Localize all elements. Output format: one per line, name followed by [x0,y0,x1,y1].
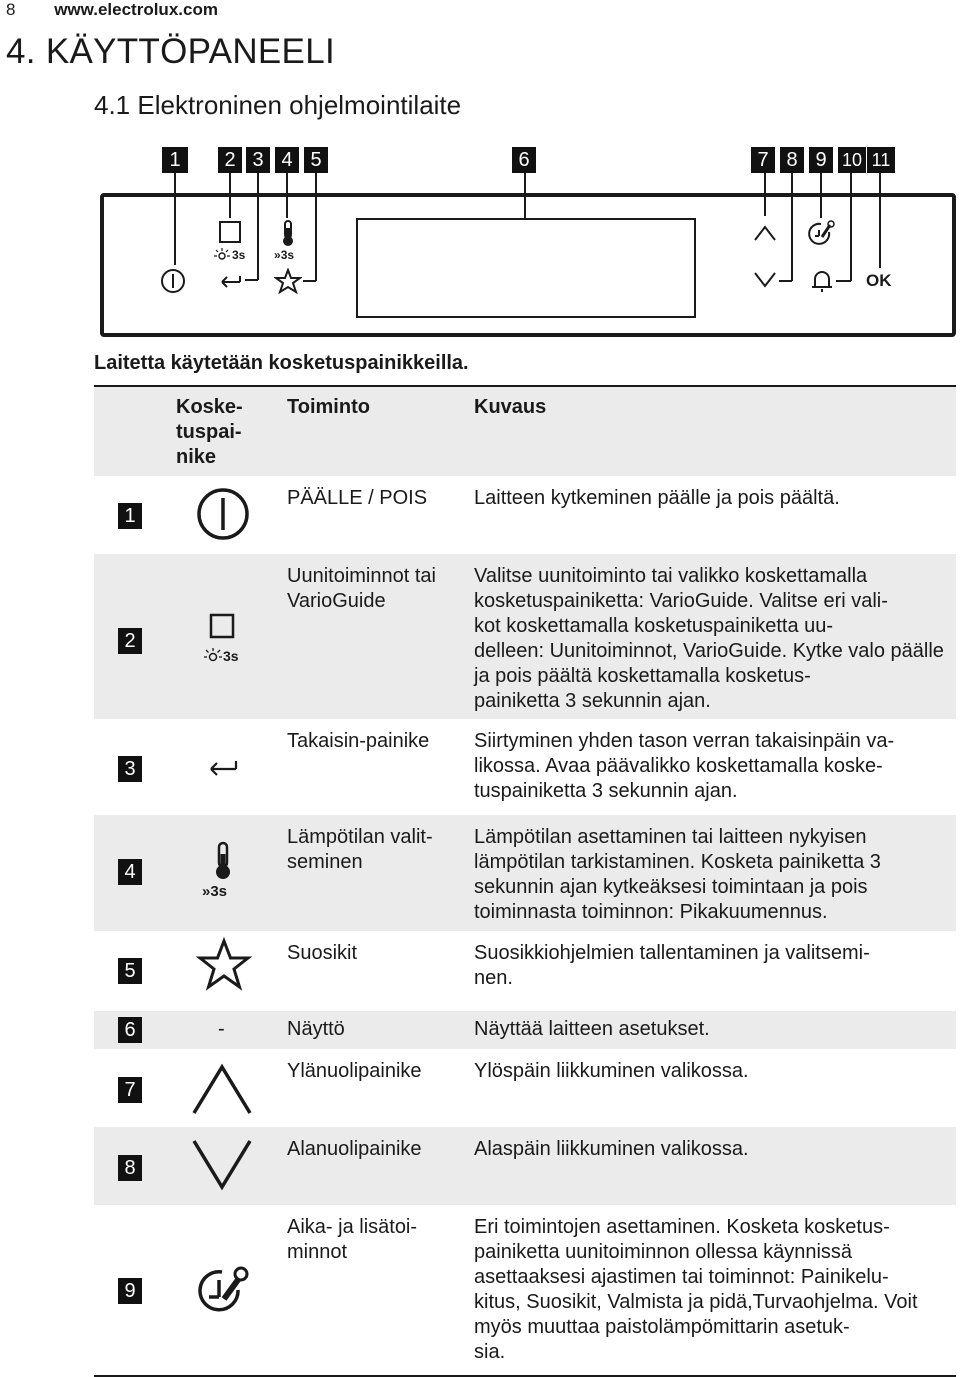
table-header [94,385,956,478]
row-function: Alanuolipainike [287,1138,422,1160]
down-arrow-icon [190,1137,256,1193]
panel-3s-label-1: 3s [232,248,246,262]
panel-timer-icon[interactable] [806,219,836,247]
callout-2: 2 [218,147,242,173]
star-icon [194,937,254,995]
table-row [94,1011,956,1049]
row-number: 1 [118,503,142,529]
site-url: www.electrolux.com [54,0,218,19]
table-row [94,1049,956,1127]
panel-light-icon [214,248,234,264]
header-button: Koske- tuspai- nike [176,396,243,468]
row-description: Lämpötilan asettaminen tai laitteen nykyisen lämpötilan tarkistaminen. Kosketa painiketta 3 sekunnin ajan kytkeäksesi toimintaan ja pois toiminnasta toiminnon: Pikakuumennus. [474,826,881,923]
thermometer-icon [211,841,235,881]
table-row [94,552,956,721]
row-number: 9 [118,1278,142,1304]
dash-text: - [218,1018,225,1040]
panel-down-icon[interactable] [752,270,778,290]
row-number: 3 [118,756,142,782]
row-number: 4 [118,859,142,885]
row-number: 8 [118,1155,142,1181]
row-description: Alaspäin liikkuminen valikossa. [474,1138,749,1160]
row-function: PÄÄLLE / POIS [287,487,428,509]
row-function: Uunitoiminnot tai VarioGuide [287,565,436,612]
panel-ok-button[interactable]: OK [866,271,892,290]
square-icon [208,612,238,642]
power-icon [194,484,252,542]
callout-1: 1 [162,147,188,173]
icon-3s-label: 3s [223,648,239,664]
row-function: Aika- ja lisätoi- minnot [287,1216,418,1263]
callout-4: 4 [275,147,299,173]
row-function: Lämpötilan valit- seminen [287,826,433,873]
row-description: Laitteen kytkeminen päälle ja pois päältä. [474,487,840,509]
row-number: 6 [118,1017,142,1043]
table-row [94,719,956,815]
panel-bell-icon[interactable] [810,268,834,294]
callout-3: 3 [246,147,270,173]
row-function: Suosikit [287,942,358,964]
table-row [94,476,956,552]
back-arrow-icon [206,755,240,779]
subsection-title: 4.1 Elektroninen ohjelmointilaite [94,90,462,120]
table-row [94,1205,956,1377]
table-row [94,815,956,931]
panel-square-icon[interactable] [218,220,244,246]
row-function: Näyttö [287,1018,345,1040]
row-description: Siirtyminen yhden tason verran takaisinpäin va- likossa. Avaa päävalikko koskettamalla koske- tuspainiketta 3 sekunnin ajan. [474,730,895,802]
callout-10: 10 [838,147,866,173]
row-number: 7 [118,1077,142,1103]
panel-thermometer-icon[interactable] [279,219,297,247]
panel-power-icon[interactable] [158,266,188,296]
row-description: Ylöspäin liikkuminen valikossa. [474,1060,749,1082]
up-arrow-icon [190,1061,256,1117]
header-function: Toiminto [287,396,370,418]
fastheat-label: »3s [202,883,228,900]
page-number: 8 [6,0,16,19]
light-icon [204,647,224,665]
callout-11: 11 [867,147,895,173]
table-row [94,931,956,1011]
row-description: Eri toimintojen asettaminen. Kosketa kosketus- painiketta uunitoiminnon ollessa käynnissä asettaaksesi ajastimen tai toiminnot: Painikelu- kitus, Suosikit, Valmista ja pidä,Turvaohjelma. Voit myös muuttaa paistolämpömittarin asetuk- sia. [474,1216,918,1363]
intro-text: Laitetta käytetään kosketuspainikkeilla. [94,352,469,374]
panel-back-icon[interactable] [218,272,244,290]
timer-wrench-icon [194,1265,252,1317]
row-description: Suosikkiohjelmien tallentaminen ja valitsemi- nen. [474,942,870,989]
row-function: Ylänuolipainike [287,1060,422,1082]
panel-fastheat-label: »3s [274,248,295,262]
panel-star-icon[interactable] [274,268,302,294]
header-description: Kuvaus [474,396,547,418]
callout-6: 6 [512,147,536,173]
row-description: Näyttää laitteen asetukset. [474,1018,710,1040]
panel-up-icon[interactable] [752,223,778,243]
callout-9: 9 [809,147,833,173]
row-description: Valitse uunitoiminto tai valikko koskettamalla kosketuspainiketta: VarioGuide. Valitse eri vali- kot koskettamalla kosketuspainiketta uu- delleen: Uunitoiminnot, VarioGuide. Kytke valo päälle ja pois päältä koskettamalla kosketus- painiketta 3 sekunnin ajan. [474,565,944,712]
callout-7: 7 [751,147,775,173]
section-title: 4. KÄYTTÖPANEELI [6,32,335,71]
row-number: 2 [118,628,142,654]
callout-5: 5 [304,147,328,173]
row-function: Takaisin-painike [287,730,430,752]
callout-8: 8 [780,147,804,173]
table-row [94,1127,956,1205]
row-number: 5 [118,958,142,984]
